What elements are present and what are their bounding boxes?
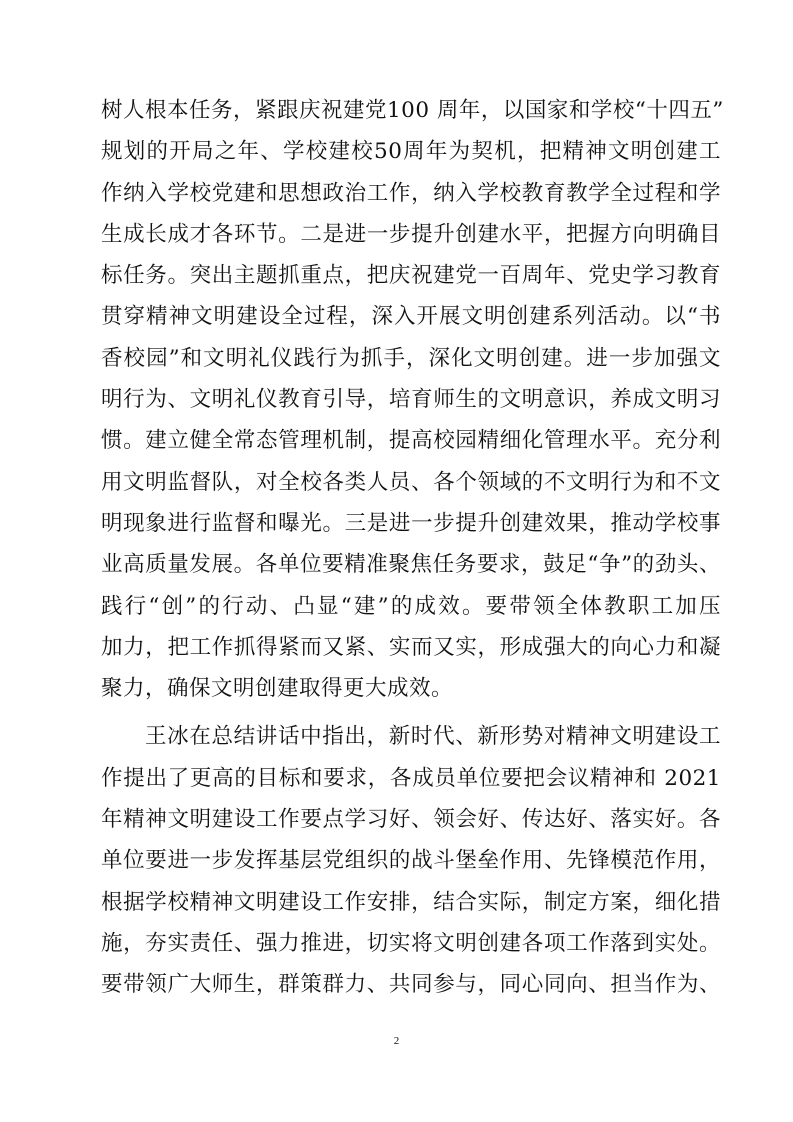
page-number: 2 <box>393 1035 400 1047</box>
text-line: 标任务。突出主题抓重点，把庆祝建党一百周年、党史学习教育 <box>101 263 721 289</box>
text-line: 要带领广大师生，群策群力、共同参与，同心同向、担当作为、 <box>101 972 721 998</box>
text-line: 践行“创”的行动、凸显“建”的成效。要带领全体教职工加压 <box>101 593 721 619</box>
text-line: 作提出了更高的目标和要求，各成员单位要把会议精神和 2021 <box>101 765 721 791</box>
text-line: 加力，把工作抓得紧而又紧、实而又实，形成强大的向心力和凝 <box>101 634 721 660</box>
body-text <box>101 90 724 1006</box>
text-line: 香校园”和文明礼仪践行为抓手，深化文明创建。进一步加强文 <box>101 345 721 371</box>
text-line: 生成长成才各环节。二是进一步提升创建水平，把握方向明确目 <box>101 221 721 247</box>
text-line: 业高质量发展。各单位要精准聚焦任务要求，鼓足“争”的劲头、 <box>101 552 721 578</box>
text-line: 规划的开局之年、学校建校50周年为契机，把精神文明创建工 <box>101 139 721 165</box>
text-line: 惯。建立健全常态管理机制，提高校园精细化管理水平。充分利 <box>101 428 721 454</box>
paragraph-2 <box>101 716 721 1005</box>
paragraph-1 <box>101 90 724 709</box>
text-line: 聚力，确保文明创建取得更大成效。 <box>101 676 454 702</box>
text-line: 树人根本任务，紧跟庆祝建党100 周年，以国家和学校“十四五” <box>101 98 724 123</box>
text-line: 根据学校精神文明建设工作安排，结合实际，制定方案，细化措 <box>101 889 721 915</box>
text-line: 施，夯实责任、强力推进，切实将文明创建各项工作落到实处。 <box>101 930 721 956</box>
text-line: 单位要进一步发挥基层党组织的战斗堡垒作用、先锋模范作用， <box>101 848 721 874</box>
text-line: 贯穿精神文明建设全过程，深入开展文明创建系列活动。以“书 <box>101 304 721 330</box>
paragraph-spacer <box>101 709 721 716</box>
text-line: 用文明监督队，对全校各类人员、各个领域的不文明行为和不文 <box>101 469 721 495</box>
text-line: 作纳入学校党建和思想政治工作，纳入学校教育教学全过程和学 <box>101 180 721 206</box>
text-line: 年精神文明建设工作要点学习好、领会好、传达好、落实好。各 <box>101 807 721 833</box>
text-line: 明现象进行监督和曝光。三是进一步提升创建效果，推动学校事 <box>101 510 721 536</box>
text-line: 明行为、文明礼仪教育引导，培育师生的文明意识，养成文明习 <box>101 387 721 413</box>
text-line: 王冰在总结讲话中指出，新时代、新形势对精神文明建设工 <box>145 724 721 750</box>
